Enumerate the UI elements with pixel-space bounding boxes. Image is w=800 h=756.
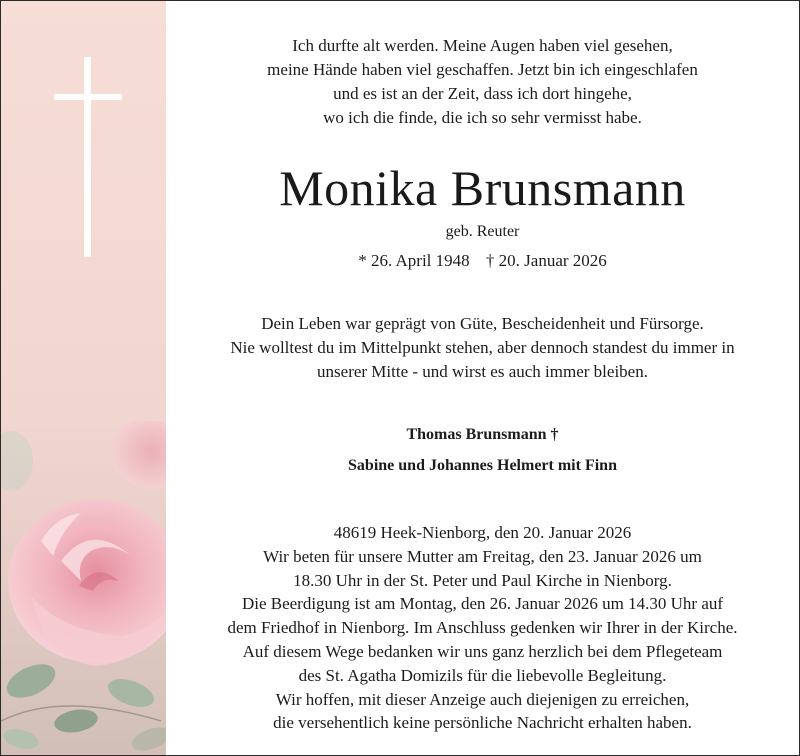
poem-line: wo ich die finde, die ich so sehr vermisst habe. [323,108,642,127]
birth-date: * 26. April 1948 [358,251,470,270]
tribute-line: Nie wolltest du im Mittelpunkt stehen, aber dennoch standest du immer in [230,338,735,357]
closing-line: Wir beten für unsere Mutter am Freitag, den 23. Januar 2026 um [263,546,702,566]
closing-line: 18.30 Uhr in der St. Peter und Paul Kirche in Nienborg. [293,570,672,590]
closing-line: des St. Agatha Domizils für die liebevolle Begleitung. [298,665,667,685]
closing-line: die versehentlich keine persönliche Nachricht erhalten haben. [273,713,692,733]
birth-name: geb. Reuter [445,223,520,240]
closing-line: Wir hoffen, mit dieser Anzeige auch diejenigen zu erreichen, [275,689,690,709]
poem [166,34,799,130]
poem-line: und es ist an der Zeit, dass ich dort hingehe, [333,84,632,103]
decorative-side-panel [1,1,166,755]
poem-line: Ich durfte alt werden. Meine Augen haben viel gesehen, [292,36,673,55]
death-date: † 20. Januar 2026 [485,251,607,270]
tribute-text [166,312,799,384]
closing-text [166,521,799,735]
closing-line: dem Friedhof in Nienborg. Im Anschluss gedenken wir Ihrer in der Kirche. [227,618,738,638]
mourner-name: Sabine und Johannes Helmert mit Finn [348,457,617,474]
closing-line: Auf diesem Wege bedanken wir uns ganz herzlich bei dem Pflegeteam [242,641,723,661]
poem-line: meine Hände haben viel geschaffen. Jetzt bin ich eingeschlafen [267,60,698,79]
cross-icon-bar [54,94,122,100]
mourner-name: Thomas Brunsmann † [406,426,559,443]
roses-image [1,421,166,755]
cross-icon [84,57,91,257]
life-dates [166,250,799,272]
place-date-line: 48619 Heek-Nienborg, den 20. Januar 2026 [333,523,632,542]
tribute-line: unserer Mitte - und wirst es auch immer bleiben. [317,362,648,381]
notice-content [166,1,799,755]
tribute-line: Dein Leben war geprägt von Güte, Bescheidenheit und Fürsorge. [261,314,704,333]
deceased-name: Monika Brunsmann [279,160,686,216]
closing-line: Die Beerdigung ist am Montag, den 26. Januar 2026 um 14.30 Uhr auf [241,594,724,614]
